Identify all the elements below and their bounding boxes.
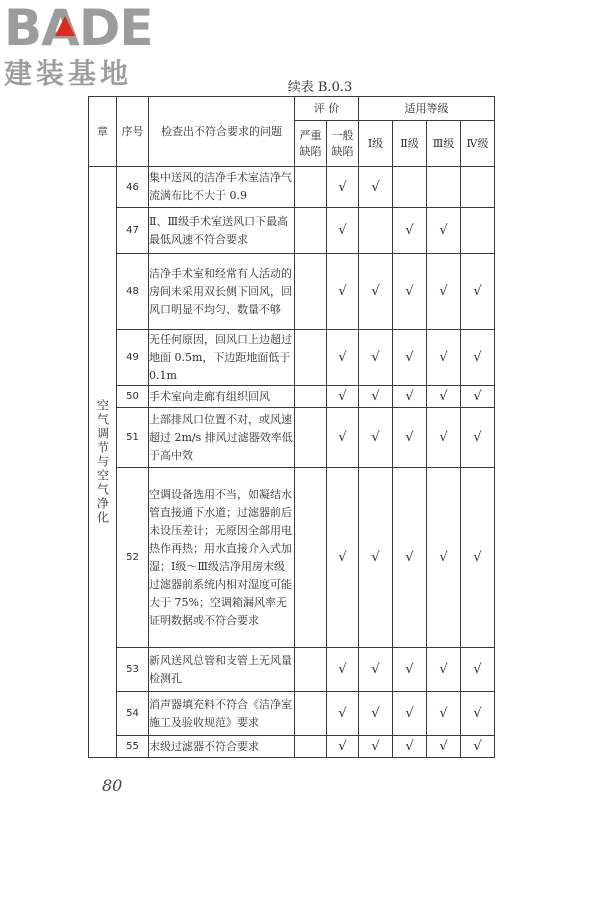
mark-grade-2: √ xyxy=(393,736,427,758)
table-row xyxy=(89,386,495,408)
mark-grade-1: √ xyxy=(359,254,393,330)
mark-grade-1: √ xyxy=(359,692,393,736)
table-row xyxy=(89,648,495,692)
mark-severe xyxy=(295,167,327,208)
row-number: 52 xyxy=(117,468,149,648)
mark-grade-1: √ xyxy=(359,468,393,648)
header-evaluation: 评 价 xyxy=(295,97,359,121)
table-row xyxy=(89,254,495,330)
row-issue: 洁净手术室和经常有人活动的房间未采用双长侧下回风，回风口明显不均匀、数量不够 xyxy=(149,254,295,330)
mark-general: √ xyxy=(327,330,359,386)
mark-severe xyxy=(295,468,327,648)
row-issue: 上部排风口位置不对，或风速超过 2m/s 排风过滤器效率低于高中效 xyxy=(149,408,295,468)
mark-grade-1: √ xyxy=(359,330,393,386)
row-number: 50 xyxy=(117,386,149,408)
mark-grade-2: √ xyxy=(393,208,427,254)
row-number: 49 xyxy=(117,330,149,386)
header-chapter: 章 xyxy=(89,97,117,167)
header-grade-1: Ⅰ级 xyxy=(359,121,393,167)
row-number: 54 xyxy=(117,692,149,736)
header-grades-group: 适用等级 xyxy=(359,97,495,121)
mark-grade-2: √ xyxy=(393,692,427,736)
row-number: 47 xyxy=(117,208,149,254)
mark-general: √ xyxy=(327,648,359,692)
table-row xyxy=(89,330,495,386)
header-number: 序号 xyxy=(117,97,149,167)
mark-general: √ xyxy=(327,736,359,758)
mark-grade-2: √ xyxy=(393,648,427,692)
row-number: 46 xyxy=(117,167,149,208)
mark-general: √ xyxy=(327,408,359,468)
chapter-label: 空气调节与空气净化 xyxy=(95,399,110,525)
inspection-table xyxy=(88,96,495,758)
mark-severe xyxy=(295,254,327,330)
mark-grade-4: √ xyxy=(461,254,495,330)
mark-grade-3: √ xyxy=(427,468,461,648)
table-row xyxy=(89,468,495,648)
mark-grade-1: √ xyxy=(359,736,393,758)
table-row xyxy=(89,167,495,208)
row-number: 55 xyxy=(117,736,149,758)
table-row xyxy=(89,692,495,736)
chapter-cell xyxy=(89,167,117,758)
row-issue: 新风送风总管和支管上无风量检测孔 xyxy=(149,648,295,692)
mark-severe xyxy=(295,330,327,386)
logo-subtitle: 建装基地 xyxy=(4,57,133,90)
mark-general: √ xyxy=(327,692,359,736)
mark-grade-2: √ xyxy=(393,408,427,468)
logo-wordmark: BADE xyxy=(4,0,153,57)
row-issue: 手术室向走廊有组织回风 xyxy=(149,386,295,408)
row-issue: 无任何原因，回风口上边超过地面 0.5m，下边距地面低于 0.1m xyxy=(149,330,295,386)
row-issue: 集中送风的洁净手术室洁净气流满布比不大于 0.9 xyxy=(149,167,295,208)
header-grade-3: Ⅲ级 xyxy=(427,121,461,167)
mark-grade-3 xyxy=(427,167,461,208)
row-issue: Ⅱ、Ⅲ级手术室送风口下最高最低风速不符合要求 xyxy=(149,208,295,254)
mark-general: √ xyxy=(327,208,359,254)
table-row xyxy=(89,736,495,758)
table-caption: 续表 B.0.3 xyxy=(287,80,353,95)
mark-grade-3: √ xyxy=(427,692,461,736)
row-issue: 空调设备选用不当，如凝结水管直接通下水道；过滤器前后未设压差计；无原因全部用电热作再热；用水直接介入式加湿；Ⅰ级～Ⅲ级洁净用房末级过滤器前系统内相对湿度可能大于 75%；空调箱漏风率无证明数据或不符合要求 xyxy=(149,468,295,648)
header-general: 一般缺陷 xyxy=(327,121,359,167)
mark-grade-4: √ xyxy=(461,330,495,386)
mark-grade-3: √ xyxy=(427,736,461,758)
mark-grade-2: √ xyxy=(393,468,427,648)
header-issue: 检查出不符合要求的问题 xyxy=(149,97,295,167)
row-number: 53 xyxy=(117,648,149,692)
mark-general: √ xyxy=(327,386,359,408)
mark-grade-3: √ xyxy=(427,330,461,386)
mark-grade-2 xyxy=(393,167,427,208)
mark-grade-4: √ xyxy=(461,386,495,408)
header-grade-4: Ⅳ级 xyxy=(461,121,495,167)
mark-grade-1: √ xyxy=(359,408,393,468)
table-row xyxy=(89,408,495,468)
mark-general: √ xyxy=(327,468,359,648)
table-row xyxy=(89,208,495,254)
mark-grade-3: √ xyxy=(427,208,461,254)
row-issue: 末级过滤器不符合要求 xyxy=(149,736,295,758)
header-severe: 严重缺陷 xyxy=(295,121,327,167)
row-number: 48 xyxy=(117,254,149,330)
mark-grade-3: √ xyxy=(427,408,461,468)
mark-grade-3: √ xyxy=(427,254,461,330)
mark-grade-4 xyxy=(461,208,495,254)
mark-severe xyxy=(295,648,327,692)
row-issue: 消声器填充料不符合《洁净室施工及验收规范》要求 xyxy=(149,692,295,736)
mark-general: √ xyxy=(327,254,359,330)
mark-severe xyxy=(295,408,327,468)
mark-grade-2: √ xyxy=(393,386,427,408)
mark-severe xyxy=(295,692,327,736)
mark-grade-1: √ xyxy=(359,648,393,692)
page-number: 80 xyxy=(102,776,123,795)
mark-grade-1: √ xyxy=(359,386,393,408)
header-grade-2: Ⅱ级 xyxy=(393,121,427,167)
mark-severe xyxy=(295,208,327,254)
mark-grade-4: √ xyxy=(461,408,495,468)
mark-grade-1: √ xyxy=(359,167,393,208)
row-number: 51 xyxy=(117,408,149,468)
mark-general: √ xyxy=(327,167,359,208)
mark-grade-3: √ xyxy=(427,386,461,408)
mark-grade-1 xyxy=(359,208,393,254)
mark-grade-4: √ xyxy=(461,736,495,758)
mark-severe xyxy=(295,386,327,408)
mark-grade-2: √ xyxy=(393,254,427,330)
mark-grade-3: √ xyxy=(427,648,461,692)
mark-severe xyxy=(295,736,327,758)
mark-grade-4: √ xyxy=(461,692,495,736)
mark-grade-2: √ xyxy=(393,330,427,386)
mark-grade-4 xyxy=(461,167,495,208)
mark-grade-4: √ xyxy=(461,468,495,648)
mark-grade-4: √ xyxy=(461,648,495,692)
